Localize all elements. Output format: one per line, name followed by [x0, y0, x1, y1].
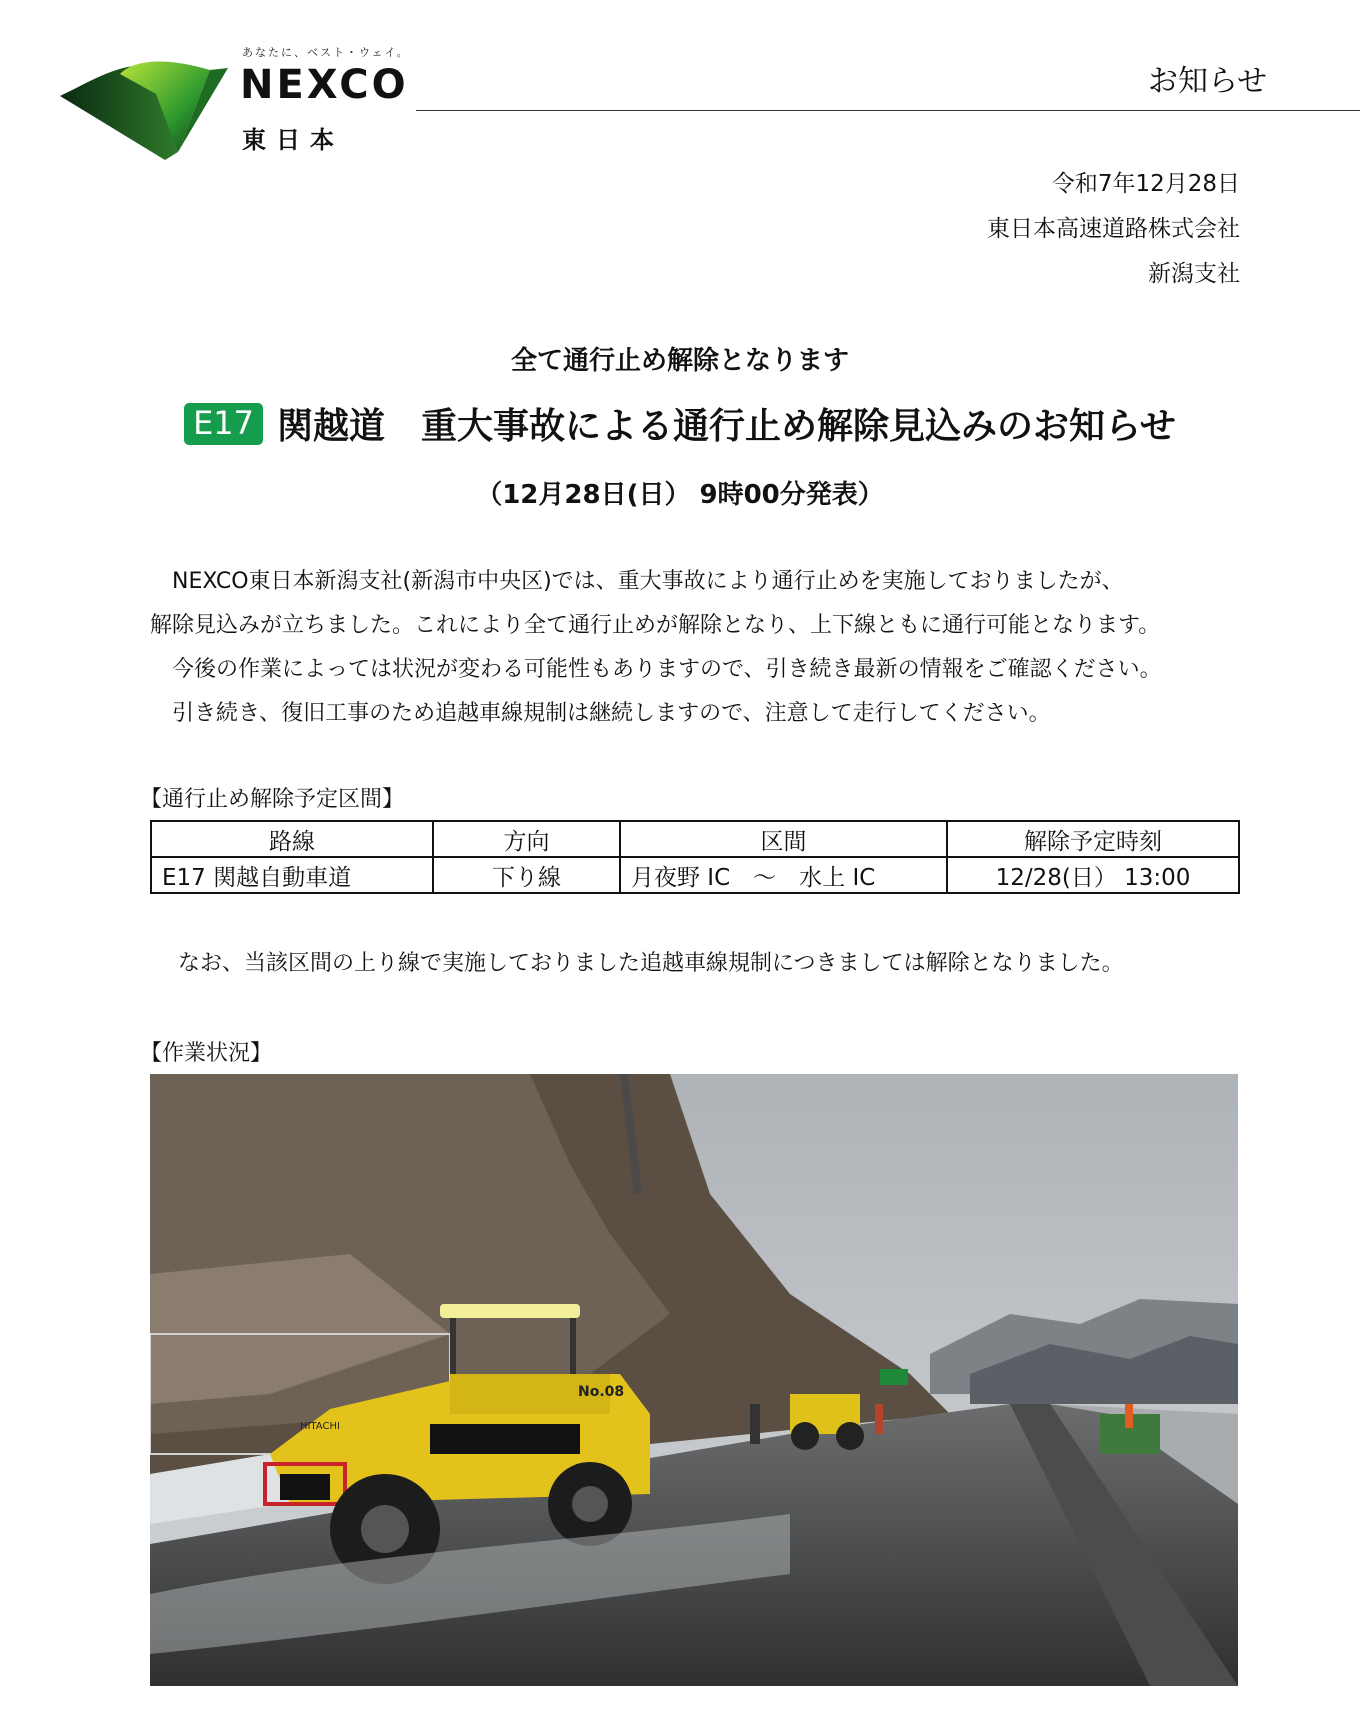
title-row [0, 398, 1360, 449]
body-paragraph: 今後の作業によっては状況が変わる可能性もありますので、引き続き最新の情報をご確認ください。 [150, 657, 1162, 682]
column-header-section: 区間 [620, 821, 947, 857]
issue-date: 令和7年12月28日 [1051, 171, 1240, 197]
nexco-logo-mark [60, 52, 230, 162]
tagline: あなたに、ベスト・ウェイ。 [242, 46, 410, 59]
subheading: 全て通行止め解除となります [510, 346, 849, 376]
notice-label: お知らせ [1148, 64, 1268, 99]
table-row [151, 857, 1239, 893]
schedule-section-label: 【通行止め解除予定区間】 [140, 787, 405, 812]
body-paragraph: NEXCO東日本新潟支社(新潟市中央区)では、重大事故により通行止めを実施しておりましたが、 [150, 569, 1124, 594]
machine-label: HITACHI [300, 1421, 340, 1432]
cell-time: 12/28(日） 13:00 [947, 857, 1239, 893]
column-header-time: 解除予定時刻 [947, 821, 1239, 857]
body-paragraph: 解除見込みが立ちました。これにより全て通行止めが解除となり、上下線ともに通行可能となります。 [150, 613, 1161, 638]
schedule-table [150, 820, 1240, 894]
machine-number: No.08 [578, 1384, 625, 1400]
work-site-photo [150, 1074, 1238, 1686]
note-text: なお、当該区間の上り線で実施しておりました追越車線規制につきましては解除となりました。 [178, 951, 1124, 976]
announcement-time: （12月28日(日） 9時00分発表） [476, 480, 884, 510]
body-text [150, 560, 1230, 736]
route-badge: E17 [184, 403, 263, 445]
issuer-branch: 新潟支社 [1148, 261, 1240, 287]
header-divider [416, 110, 1360, 111]
work-section-label: 【作業状況】 [140, 1041, 273, 1066]
brand-sub: 東日本 [242, 126, 344, 154]
cell-direction: 下り線 [433, 857, 620, 893]
issuer-block [987, 162, 1240, 297]
cell-route: E17 関越自動車道 [151, 857, 433, 893]
body-paragraph: 引き続き、復旧工事のため追越車線規制は継続しますので、注意して走行してください。 [150, 701, 1051, 726]
page-title: 関越道 重大事故による通行止め解除見込みのお知らせ [277, 406, 1176, 447]
column-header-route: 路線 [151, 821, 433, 857]
column-header-direction: 方向 [433, 821, 620, 857]
issuer-company: 東日本高速道路株式会社 [987, 216, 1240, 242]
table-header-row [151, 821, 1239, 857]
cell-section: 月夜野 IC ～ 水上 IC [620, 857, 947, 893]
brand-name: NEXCO [240, 62, 409, 108]
